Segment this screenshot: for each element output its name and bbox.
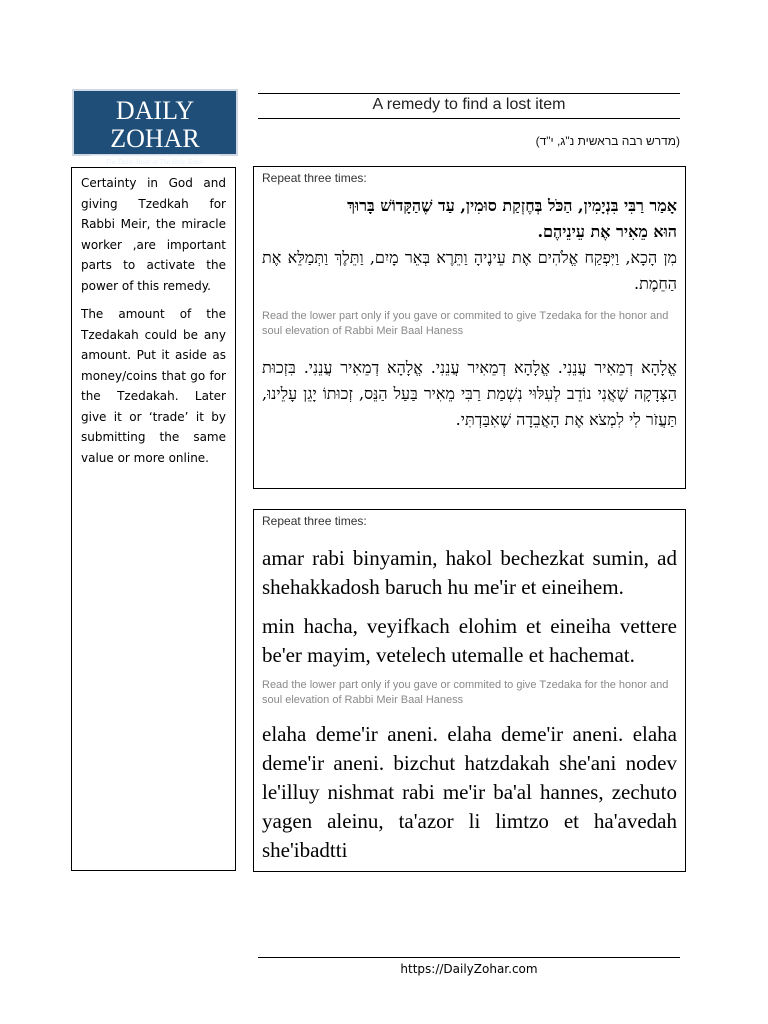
hebrew-prayer: אֱלָהָא דְמֵאִיר עֲנֵנִי. אֱלָהָא דְמֵאִיר עֲנֵנִי. אֱלָהָא דְמֵאִיר עֲנֵנִי. בִּזְכוּת הַצְּדָקָה שֶׁאֲנִי נוֹדֵב לְעִלּוּי נִשְׁמַת רַבִּי מֵאִיר בַּעַל הַנֵּס, זְכוּתוֹ יָגֵן עָלֵינוּ, תַּעֲזֹר לִי לִמְצֹא אֶת הָאֲבֵדָה שֶׁאִבַּדְתִּי. [262, 358, 677, 429]
footer-url[interactable]: https://DailyZohar.com [400, 962, 538, 976]
instructions-paragraph-2: The amount of the Tzedakah could be any amount. Put it aside as money/coins that go for the Tzedakah. Later give it or ‘trade’ it by submitting the same value or more online. [81, 307, 226, 465]
logo-tagline: The Daily Study of The Holy Zohar [105, 158, 205, 166]
repeat-label: Repeat three times: [262, 171, 367, 185]
page-title: A remedy to find a lost item [372, 96, 566, 113]
hebrew-verse-1-line-1: אָמַר רַבִּי בִּנְיָמִין, הַכֹּל בְּחֶזְקַת סוּמִין, עַד שֶׁהַקָּדוֹשׁ בָּרוּךְ [347, 196, 677, 215]
logo-divider [90, 155, 220, 156]
repeat-label: Repeat three times: [262, 514, 367, 528]
title-bottom-rule [258, 118, 680, 119]
instructions-paragraph-1: Certainty in God and giving Tzedkah for Rabbi Meir, the miracle worker ,are important parts to activate the power of this remedy. [81, 176, 226, 293]
hebrew-text-box [253, 166, 686, 489]
instructions-box [71, 167, 236, 871]
translit-verse-1: amar rabi binyamin, hakol bechezkat sumin, ad shehakkadosh baruch hu me'ir et eineihem. [262, 546, 677, 599]
tzedaka-note: Read the lower part only if you gave or commited to give Tzedaka for the honor and soul elevation of Rabbi Meir Baal Haness [262, 679, 669, 706]
translit-prayer: elaha deme'ir aneni. elaha deme'ir aneni. elaha deme'ir aneni. bizchut hatzdakah she'ani nodev le'illuy nishmat rabi me'ir ba'al hannes, zechuto yagen aleinu, ta'azor li limtzo et ha'avedah she'ibadtti [262, 722, 677, 862]
footer-rule [258, 957, 680, 958]
translit-verse-2: min hacha, veyifkach elohim et eineiha vettere be'er mayim, vetelech utemalle et hachemat. [262, 614, 677, 667]
title-top-rule [258, 93, 680, 94]
source-citation: (מדרש רבה בראשית נ"ג, י"ד) [535, 134, 680, 148]
logo-name: DAILY ZOHAR [110, 96, 200, 153]
tzedaka-note: Read the lower part only if you gave or commited to give Tzedaka for the honor and soul elevation of Rabbi Meir Baal Haness [262, 310, 669, 337]
hebrew-verse-1-line-2: הוּא מֵאִיר אֶת עֵינֵיהֶם. [537, 222, 677, 241]
transliteration-box [253, 509, 686, 872]
daily-zohar-logo [72, 89, 238, 166]
hebrew-verse-2: מִן הָכָא, וַיִּפְקַח אֱלֹהִים אֶת עֵינֶיהָ וַתֵּרֶא בְּאֵר מָיִם, וַתֵּלֶךְ וַתְּמַלֵּא אֶת הַחֵמֶת. [262, 248, 677, 293]
